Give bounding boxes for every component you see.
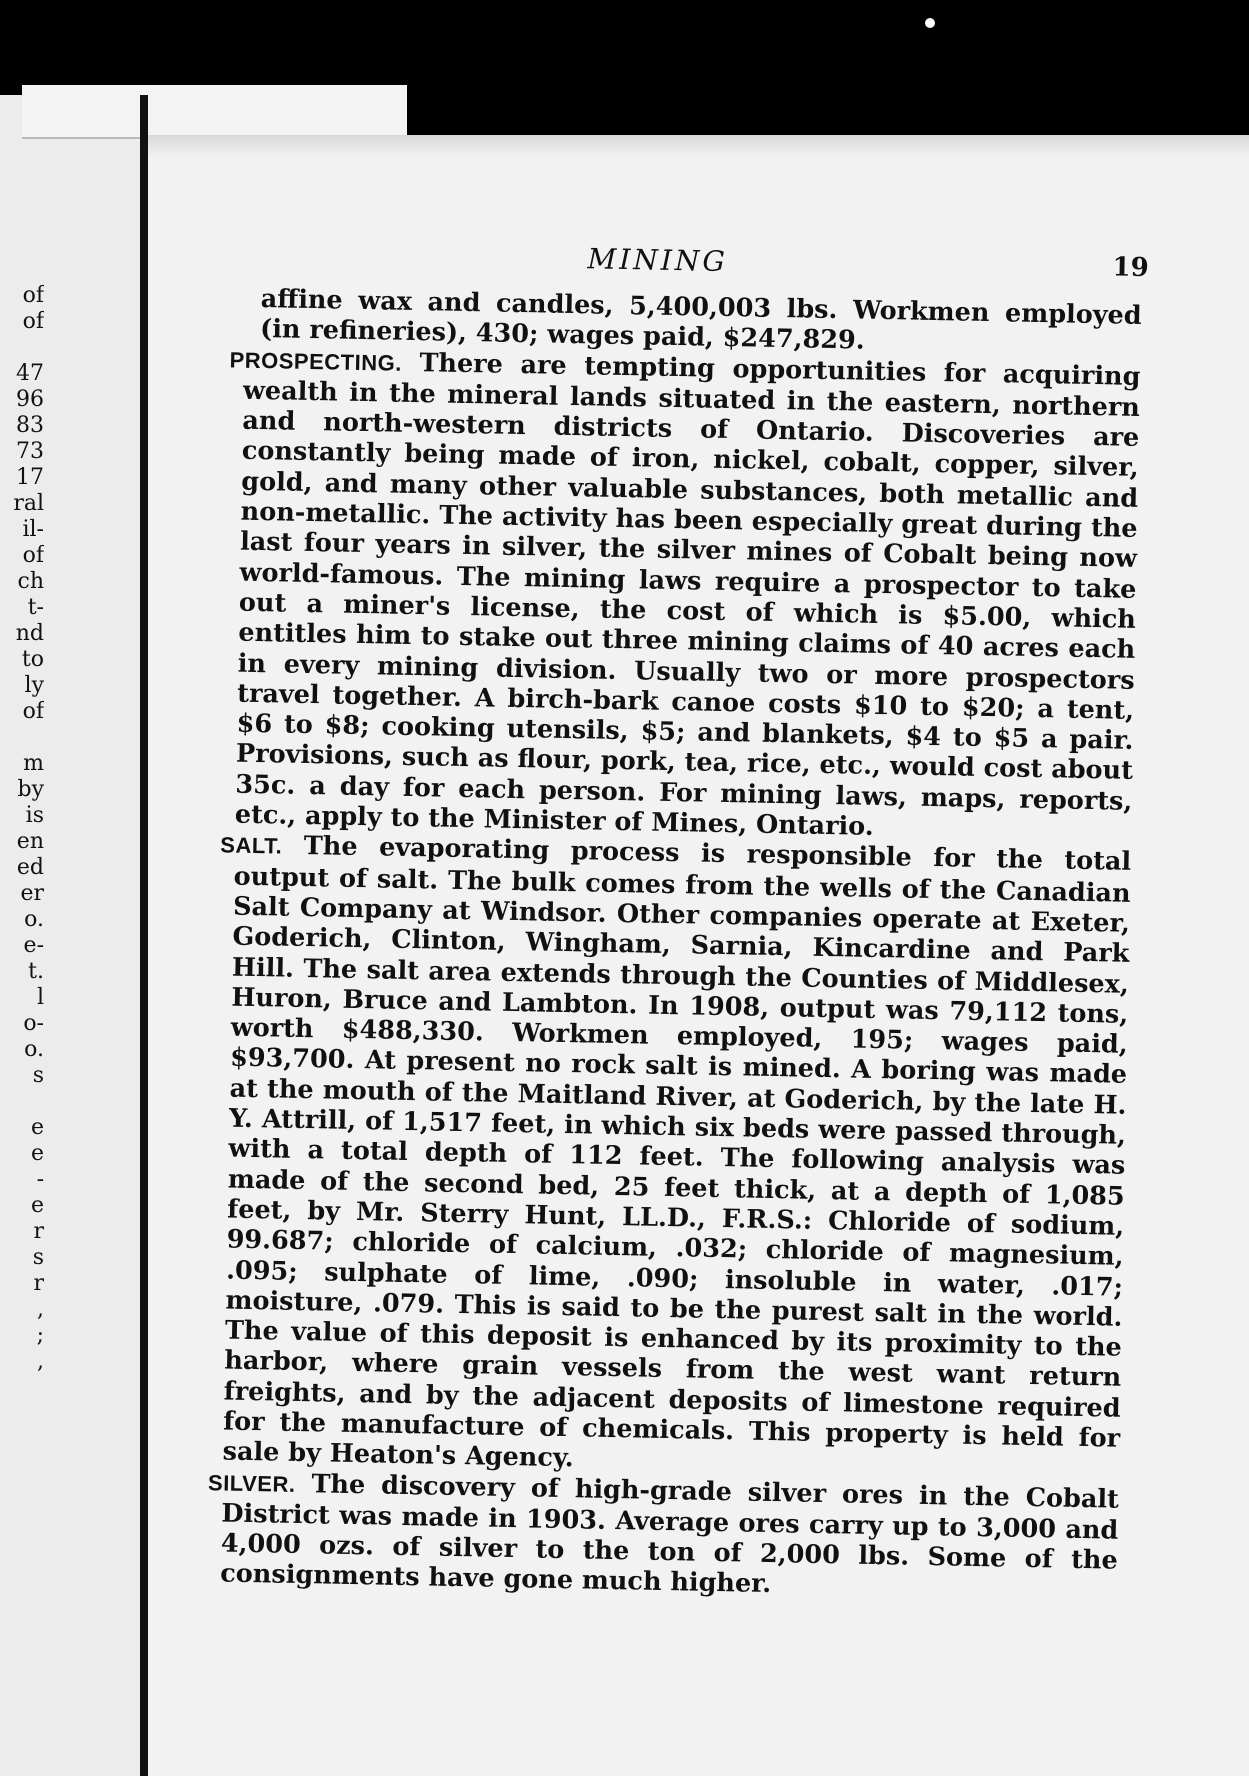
- left-margin-fragment: 73: [16, 439, 44, 464]
- left-margin-fragment: r: [33, 1219, 44, 1244]
- left-margin-fragment: 17: [16, 465, 44, 490]
- left-margin-fragment: s: [32, 1245, 44, 1270]
- left-margin-fragment: o.: [24, 907, 44, 932]
- prospecting-entry: [197, 344, 1141, 848]
- left-margin-fragment: of: [22, 309, 44, 334]
- left-margin-fragment: en: [16, 829, 44, 854]
- scan-speck: [925, 18, 935, 28]
- left-margin-fragment: ral: [13, 491, 44, 516]
- left-margin-fragment: e: [30, 1193, 44, 1218]
- silver-heading: SILVER.: [207, 1469, 296, 1497]
- book-page: [148, 135, 1249, 1776]
- intro-paragraph: affine wax and candles, 5,400,003 lbs. Workmen employed (in refineries), 430; wages paid, $247,829.: [259, 284, 1142, 356]
- left-margin-fragment: o.: [24, 1037, 44, 1062]
- left-margin-fragment: [0, 725, 44, 751]
- left-margin-fragment: il-: [22, 517, 44, 542]
- left-margin-fragment: l: [36, 985, 44, 1010]
- prospecting-heading: PROSPECTING.: [229, 347, 403, 376]
- silver-entry: [182, 1466, 1119, 1606]
- left-margin-fragment: ly: [24, 673, 44, 698]
- left-margin-fragment: [0, 1089, 44, 1115]
- left-margin-fragment: o-: [23, 1011, 44, 1036]
- page-number: 19: [1112, 252, 1150, 284]
- left-page-margin-text: [0, 283, 44, 1375]
- left-margin-fragment: m: [23, 751, 44, 776]
- left-margin-fragment: e-: [23, 933, 44, 958]
- left-margin-fragment: 96: [16, 387, 44, 412]
- page-content: [207, 235, 1150, 1600]
- left-margin-fragment: e: [30, 1115, 44, 1140]
- left-margin-fragment: t.: [28, 959, 44, 984]
- left-margin-fragment: of: [22, 543, 44, 568]
- left-margin-fragment: e: [30, 1141, 44, 1166]
- body-text: [182, 283, 1142, 1606]
- left-margin-fragment: ;: [36, 1323, 44, 1348]
- left-margin-fragment: by: [17, 777, 44, 802]
- left-margin-fragment: nd: [15, 621, 44, 646]
- left-margin-fragment: of: [22, 699, 44, 724]
- left-margin-fragment: r: [33, 1271, 44, 1296]
- left-margin-fragment: 47: [16, 361, 44, 386]
- left-margin-fragment: t-: [27, 595, 44, 620]
- left-margin-fragment: ,: [37, 1349, 44, 1374]
- left-margin-fragment: er: [20, 881, 44, 906]
- left-margin-fragment: ed: [16, 855, 44, 880]
- running-head: MINING: [587, 242, 729, 278]
- left-margin-fragment: [0, 335, 44, 361]
- left-page-top-edge: [22, 85, 407, 139]
- book-spine: [140, 95, 148, 1776]
- left-margin-fragment: 83: [16, 413, 44, 438]
- left-margin-fragment: to: [21, 647, 44, 672]
- prospecting-text: There are tempting opportunities for acquiring wealth in the mineral lands situated in the eastern, northern and north-western districts of Ontario. Discoveries are constantly being made of iron, nickel, cobalt, copper, silver, gold, and many other valuable substances, both metallic and non-metallic. The activity has been especially great during the last four years in silver, the silver mines of Cobalt being now world-famous. The mining laws require a prospector to take out a miner's license, the cost of which is $5.00, which entitles him to stake out three mining claims of 40 acres each in every mining division. Usually two or more prospectors travel together. A birch-bark canoe costs $10 to $20; a tent, $6 to $8; cooking utensils, $5; and blankets, $4 to $5 a pair. Provisions, such as flour, pork, tea, rice, etc., would cost about 35c. a day for each person. For mining laws, maps, reports, etc., apply to the Minister of Mines, Ontario.: [234, 347, 1141, 842]
- left-margin-fragment: of: [22, 283, 44, 308]
- left-margin-fragment: -: [36, 1167, 44, 1192]
- left-margin-fragment: is: [25, 803, 44, 828]
- salt-text: The evaporating process is responsible for the total output of salt. The bulk comes from the wells of the Canadian Salt Company at Windsor. Other companies operate at Exeter, Goderich, Clinton, Wingham, Sarnia, Kincardine and Park Hill. The salt area extends through the Counties of Middlesex, Huron, Bruce and Lambton. In 1908, output was 79,112 tons, worth $488,330. Workmen employed, 195; wages paid, $93,700. At present no rock salt is mined. A boring was made at the mouth of the Maitland River, at Goderich, by the late H. Y. Attrill, of 1,517 feet, in which six beds were passed through, with a total depth of 112 feet. The following analysis was made of the second bed, 25 feet thick, at a depth of 1,085 feet, by Mr. Sterry Hunt, LL.D., F.R.S.: Chloride of sodium, 99.687; chloride of calcium, .032; chloride of magnesium, .095; sulphate of lime, .090; insoluble in water, .017; moisture, .079. This is said to be the purest salt in the world. The value of this deposit is enhanced by its proximity to the harbor, where grain vessels from the west want return freights, and by the adjacent deposits of limestone required for the manufacture of chemicals. This property is held for sale by Heaton's Agency.: [222, 831, 1132, 1474]
- left-margin-fragment: ,: [37, 1297, 44, 1322]
- left-margin-fragment: ch: [17, 569, 44, 594]
- salt-entry: [184, 829, 1131, 1484]
- salt-heading: SALT.: [220, 832, 283, 859]
- left-margin-fragment: s: [32, 1063, 44, 1088]
- silver-text: The discovery of high-grade silver ores in the Cobalt District was made in 1903. Average ores carry up to 3,000 and 4,000 ozs. of silver to the ton of 2,000 lbs. Some of the consignments have gone much higher.: [220, 1468, 1120, 1600]
